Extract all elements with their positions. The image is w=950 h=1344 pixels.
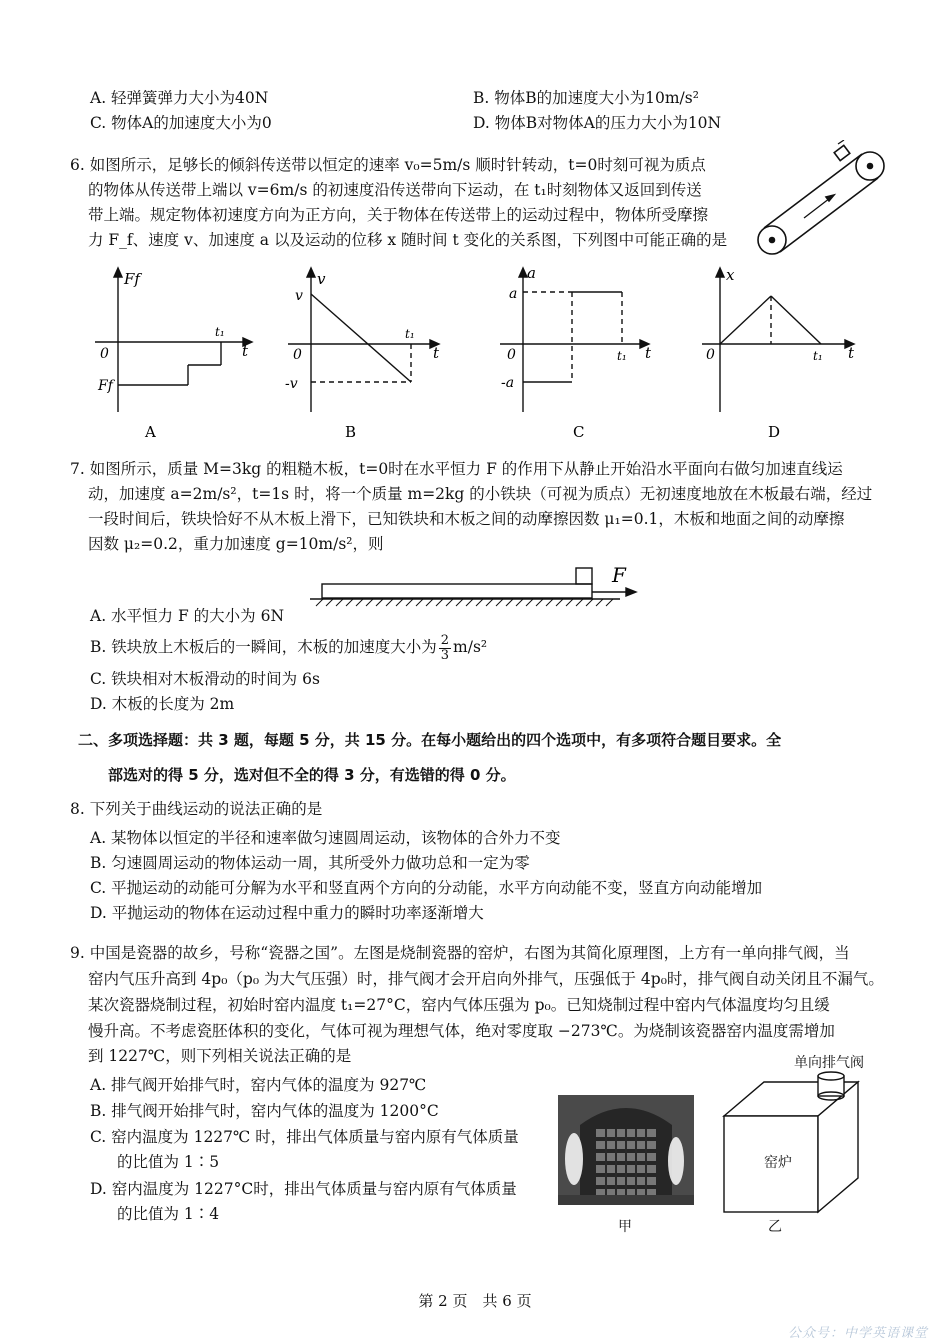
q7-option-b-fraction xyxy=(439,634,451,663)
q9-stem-line5: 到 1227℃，则下列相关说法正确的是 xyxy=(88,1047,352,1065)
q9-option-d-line2: 的比值为 1∶4 xyxy=(117,1205,220,1223)
q9-stem-line3: 某次瓷器烧制过程，初始时窑内温度 t₁=27°C，窑内气体压强为 p₀。已知烧制过程中窑内气体温度均匀且缓 xyxy=(88,996,830,1014)
q5-option-c: C. 物体A的加速度大小为0 xyxy=(90,114,272,132)
graph-b-origin: 0 xyxy=(293,347,302,363)
graph-a-t1: t₁ xyxy=(215,325,225,339)
q7-stem-line4: 因数 μ₂=0.2，重力加速度 g=10m/s²，则 xyxy=(88,535,384,553)
graph-c-origin: 0 xyxy=(507,347,516,363)
graph-c xyxy=(495,262,675,442)
q5-option-a: A. 轻弹簧弹力大小为40N xyxy=(90,89,269,107)
graph-b-ylabel: v xyxy=(317,270,326,288)
q9-option-d-line1: D. 窑内温度为 1227°C时，排出气体质量与窑内原有气体质量 xyxy=(90,1180,517,1198)
q7-stem-line3: 一段时间后，铁块恰好不从木板上滑下，已知铁块和木板之间的动摩擦因数 μ₁=0.1，木板和地面之间的动摩擦 xyxy=(88,510,845,528)
q8-stem: 8. 下列关于曲线运动的说法正确的是 xyxy=(70,800,323,818)
graph-d-t1: t₁ xyxy=(813,349,823,363)
ground-hatch xyxy=(316,599,613,606)
q6-stem-line3: 带上端。规定物体初速度方向为正方向，关于物体在传送带上的运动过程中，物体所受摩擦 xyxy=(88,206,709,224)
q8-option-c: C. 平抛运动的动能可分解为水平和竖直两个方向的分动能，水平方向动能不变，竖直方向动能增加 xyxy=(90,879,763,897)
graph-c-ylabel: a xyxy=(527,264,536,282)
graph-c-t1: t₁ xyxy=(617,349,627,363)
conveyor-belt-figure xyxy=(752,140,892,260)
graph-a-caption: A xyxy=(145,423,156,441)
q9-option-b: B. 排气阀开始排气时，窑内气体的温度为 1200°C xyxy=(90,1102,439,1120)
valve-label: 单向排气阀 xyxy=(794,1055,864,1071)
page-number: 第 2 页 共 6 页 xyxy=(418,1292,532,1310)
q6-stem-line2: 的物体从传送带上端以 v=6m/s 的初速度沿传送带向下运动，在 t₁时刻物体又返回到传送 xyxy=(88,181,702,199)
graph-a-ylabel: Ff xyxy=(124,270,140,288)
q9-option-c-line2: 的比值为 1∶5 xyxy=(117,1153,220,1171)
q7-option-c: C. 铁块相对木板滑动的时间为 6s xyxy=(90,670,320,688)
q8-option-b: B. 匀速圆周运动的物体运动一周，其所受外力做功总和一定为零 xyxy=(90,854,530,872)
kiln-photo xyxy=(558,1095,694,1205)
q9-stem-line2: 窑内气压升高到 4p₀（p₀ 为大气压强）时，排气阀才会开启向外排气，压强低于 4p₀时，排气阀自动关闭且不漏气。 xyxy=(88,970,884,988)
graph-a-origin: 0 xyxy=(100,346,109,362)
graph-a-neg-label: Ff xyxy=(98,378,113,394)
force-label: F xyxy=(612,563,626,587)
q7-option-b-numerator: 2 xyxy=(440,632,450,648)
q7-option-a: A. 水平恒力 F 的大小为 6N xyxy=(90,607,285,625)
q5-option-d: D. 物体B对物体A的压力大小为10N xyxy=(473,114,722,132)
graph-b-pos-label: v xyxy=(295,288,303,304)
graph-b-neg-label: -v xyxy=(285,376,298,392)
iron-block xyxy=(576,568,592,584)
graph-a-t-label: t xyxy=(242,342,249,360)
q7-stem-line2: 动，加速度 a=2m/s²，t=1s 时，将一个质量 m=2kg 的小铁块（可视为质点）无初速度地放在木板最右端，经过 xyxy=(88,485,873,503)
graph-a xyxy=(90,262,270,442)
graph-c-caption: C xyxy=(573,423,585,441)
graph-c-neg-label: -a xyxy=(501,375,515,391)
q7-option-b-text: B. 铁块放上木板后的一瞬间，木板的加速度大小为 xyxy=(90,638,437,656)
q6-stem-line1: 6. 如图所示，足够长的倾斜传送带以恒定的速率 v₀=5m/s 顺时针转动，t=0时刻可视为质点 xyxy=(70,156,706,174)
q8-option-d: D. 平抛运动的物体在运动过程中重力的瞬时功率逐渐增大 xyxy=(90,904,484,922)
q8-option-a: A. 某物体以恒定的半径和速率做匀速圆周运动，该物体的合外力不变 xyxy=(90,829,561,847)
q7-option-b-unit: m/s² xyxy=(453,638,488,656)
section2-header-line1: 二、多项选择题：共 3 题，每题 5 分，共 15 分。在每小题给出的四个选项中，有多项符合题目要求。全 xyxy=(78,731,782,749)
graph-c-pos-label: a xyxy=(509,286,518,302)
graph-d-ylabel: x xyxy=(726,266,735,284)
watermark: 公众号：中学英语课堂 xyxy=(787,1326,928,1341)
kiln-label: 窑炉 xyxy=(764,1155,792,1171)
q9-option-c-line1: C. 窑内温度为 1227℃ 时，排出气体质量与窑内原有气体质量 xyxy=(90,1128,519,1146)
graph-c-t-label: t xyxy=(645,344,652,362)
q9-stem-line4: 慢升高。不考虑瓷胚体积的变化，气体可视为理想气体，绝对零度取 −273℃。为烧制该瓷器窑内温度需增加 xyxy=(88,1022,835,1040)
wooden-board xyxy=(322,584,592,598)
board-figure xyxy=(310,562,650,608)
graph-d-caption: D xyxy=(768,423,781,441)
kiln-schematic xyxy=(718,1068,868,1218)
q9-stem-line1: 9. 中国是瓷器的故乡，号称“瓷器之国”。左图是烧制瓷器的窑炉，右图为其简化原理图，上方有一单向排气阀，当 xyxy=(70,944,850,962)
graph-b xyxy=(283,262,463,442)
graph-b-t1: t₁ xyxy=(405,327,415,341)
section2-header-line2: 部选对的得 5 分，选对但不全的得 3 分，有选错的得 0 分。 xyxy=(108,766,516,784)
q9-option-a: A. 排气阀开始排气时，窑内气体的温度为 927℃ xyxy=(90,1076,427,1094)
graph-d-t-label: t xyxy=(848,344,855,362)
figure-right-caption: 乙 xyxy=(768,1219,782,1235)
graph-b-caption: B xyxy=(345,423,357,441)
q5-option-b: B. 物体B的加速度大小为10m/s² xyxy=(473,89,699,107)
graph-d-origin: 0 xyxy=(706,347,715,363)
graph-d xyxy=(700,262,880,442)
q7-stem-line1: 7. 如图所示，质量 M=3kg 的粗糙木板，t=0时在水平恒力 F 的作用下从静止开始沿水平面向右做匀加速直线运 xyxy=(70,460,843,478)
q7-option-b-denominator: 3 xyxy=(440,647,450,663)
q6-stem-line4: 力 F_f、速度 v、加速度 a 以及运动的位移 x 随时间 t 变化的关系图，下列图中可能正确的是 xyxy=(88,231,728,249)
graph-b-t-label: t xyxy=(433,344,440,362)
q7-option-b xyxy=(90,630,487,664)
q7-option-d: D. 木板的长度为 2m xyxy=(90,695,235,713)
figure-left-caption: 甲 xyxy=(618,1219,632,1235)
